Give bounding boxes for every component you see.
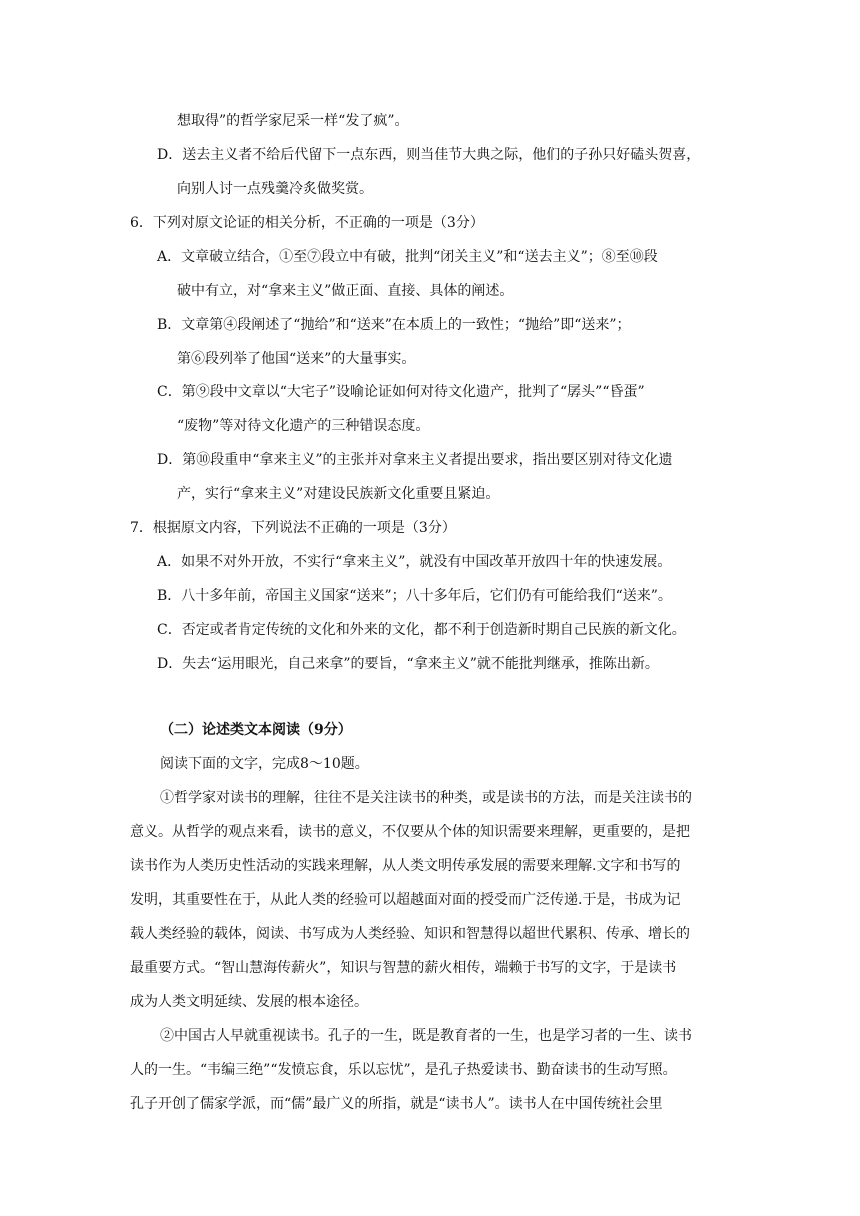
q7-option-c: C．否定或者肯定传统的文化和外来的文化，都不利于创造新时期自己民族的新文化。 bbox=[157, 622, 686, 638]
q5-option-d: D．送去主义者不给后代留下一点东西，则当佳节大典之际，他们的子孙只好磕头贺喜， bbox=[157, 147, 701, 163]
para1-line: 最重要方式。“智山慧海传薪火”，知识与智慧的薪火相传，端赖于书写的文字，于是读书 bbox=[130, 960, 677, 976]
q6-option-d-cont: 产，实行“拿来主义”对建设民族新文化重要且紧迫。 bbox=[177, 486, 500, 502]
para1-line: 成为人类文明延续、发展的根本途径。 bbox=[130, 994, 368, 1010]
para2-line: 孔子开创了儒家学派，而“儒”最广义的所指，就是“读书人”。读书人在中国传统社会里 bbox=[130, 1096, 663, 1112]
q7-stem: 7．根据原文内容，下列说法不正确的一项是（3分） bbox=[130, 520, 456, 536]
q7-option-d: D．失去“运用眼光，自己来拿”的要旨，“拿来主义”就不能批判继承，推陈出新。 bbox=[157, 656, 659, 672]
q7-option-a: A．如果不对外开放，不实行“拿来主义”，就没有中国改革开放四十年的快速发展。 bbox=[157, 554, 672, 570]
para1-line: 发明，其重要性在于，从此人类的经验可以超越面对面的授受而广泛传递.于是，书成为记 bbox=[130, 892, 681, 908]
q6-option-c-cont: “废物”等对待文化遗产的三种错误态度。 bbox=[177, 418, 430, 434]
q6-option-a-cont: 破中有立，对“拿来主义”做正面、直接、具体的阐述。 bbox=[177, 283, 514, 299]
q6-option-b-cont: 第⑥段列举了他国“送来”的大量事实。 bbox=[177, 351, 416, 367]
para2-line: 人的一生。“韦编三绝”“发愤忘食，乐以忘忧”，是孔子热爱读书、勤奋读书的生动写照。 bbox=[130, 1062, 677, 1078]
para1-line: ①哲学家对读书的理解，往往不是关注读书的种类，或是读书的方法，而是关注读书的 bbox=[160, 790, 692, 806]
para1-line: 载人类经验的载体，阅读、书写成为人类经验、知识和智慧得以超世代累积、传承、增长的 bbox=[130, 926, 690, 942]
para1-line: 意义。从哲学的观点来看，读书的意义，不仅要从个体的知识需要来理解，更重要的，是把 bbox=[130, 824, 690, 840]
q7-option-b: B．八十多年前，帝国主义国家“送来”；八十多年后，它们仍有可能给我们“送来”。 bbox=[157, 588, 672, 604]
q6-option-d: D．第⑩段重申“拿来主义”的主张并对拿来主义者提出要求，指出要区别对待文化遗 bbox=[157, 452, 673, 468]
q6-option-a: A．文章破立结合，①至⑦段立中有破，批判“闭关主义”和“送去主义”；⑧至⑩段 bbox=[157, 249, 658, 265]
section-instruction: 阅读下面的文字，完成8～10题。 bbox=[160, 756, 369, 772]
q6-option-b: B．文章第④段阐述了“抛给”和“送来”在本质上的一致性；“抛给”即“送来”； bbox=[157, 317, 631, 333]
section-heading: （二）论述类文本阅读（9分） bbox=[160, 722, 352, 738]
para2-line: ②中国古人早就重视读书。孔子的一生，既是教育者的一生，也是学习者的一生、读书 bbox=[160, 1028, 692, 1044]
q5-option-d-cont: 向别人讨一点残羹冷炙做奖赏。 bbox=[177, 181, 373, 197]
para1-line: 读书作为人类历史性活动的实践来理解，从人类文明传承发展的需要来理解.文字和书写的 bbox=[130, 858, 681, 874]
q6-stem: 6．下列对原文论证的相关分析，不正确的一项是（3分） bbox=[130, 215, 484, 231]
q6-option-c: C．第⑨段中文章以“大宅子”设喻论证如何对待文化遗产，批判了“孱头”“昏蛋” bbox=[157, 384, 645, 400]
q5-text-line: 想取得”的哲学家尼采一样“发了疯”。 bbox=[177, 113, 409, 129]
